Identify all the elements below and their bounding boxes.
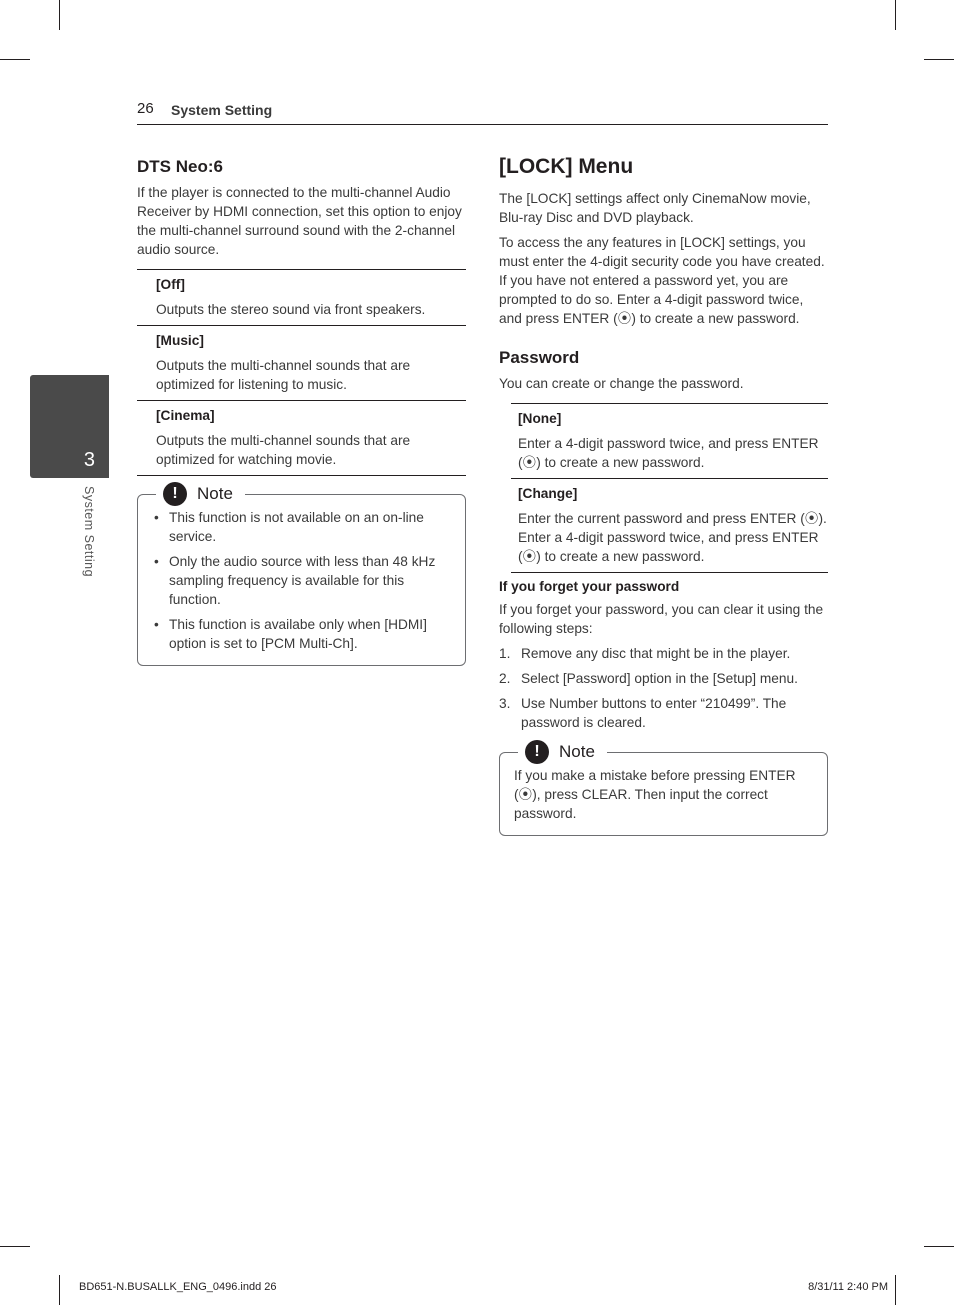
step-number: 1. bbox=[499, 646, 511, 661]
chapter-label: System Setting bbox=[82, 486, 96, 578]
lock-menu-title: [LOCK] Menu bbox=[499, 155, 634, 178]
crop-mark bbox=[59, 0, 60, 30]
lock-access-text: To access the any features in [LOCK] settings, you must enter the 4-digit security code you have created. bbox=[499, 235, 825, 269]
option-desc: Enter the current password and press ENTER (⦿). Enter a 4-digit password twice, and press ENTER (⦿) to create a new password. bbox=[518, 511, 827, 564]
password-title: Password bbox=[499, 348, 580, 367]
dts-intro: If the player is connected to the multi-channel Audio Receiver by HDMI connection, set this option to enjoy the multi-channel surround sound with the 2-channel audio source. bbox=[137, 185, 462, 257]
note-item: • Only the audio source with less than 48 kHz sampling frequency is available for this function. bbox=[152, 552, 451, 609]
dts-note-box bbox=[137, 484, 466, 666]
note-item: • This function is not available on an on-line service. bbox=[152, 508, 451, 546]
password-note-box bbox=[499, 742, 828, 836]
crop-mark bbox=[0, 59, 30, 60]
option-desc: Outputs the stereo sound via front speakers. bbox=[156, 302, 426, 317]
step-item bbox=[499, 644, 828, 663]
option-row bbox=[137, 326, 466, 401]
option-row bbox=[511, 479, 828, 573]
option-row bbox=[137, 270, 466, 326]
note-header bbox=[518, 740, 607, 764]
dts-options-table bbox=[137, 269, 466, 476]
step-item bbox=[499, 669, 828, 688]
lock-intro: The [LOCK] settings affect only CinemaNow movie, Blu-ray Disc and DVD playback. bbox=[499, 191, 811, 225]
footer-filename: BD651-N.BUSALLK_ENG_0496.indd 26 bbox=[79, 1281, 277, 1293]
option-desc: Outputs the multi-channel sounds that are optimized for listening to music. bbox=[156, 358, 411, 392]
option-name: [Off] bbox=[156, 277, 185, 292]
chapter-number: 3 bbox=[83, 449, 95, 471]
option-name: [Music] bbox=[156, 333, 204, 348]
option-desc: Enter a 4-digit password twice, and press ENTER (⦿) to create a new password. bbox=[518, 436, 819, 470]
note-list bbox=[152, 508, 451, 653]
password-options-table bbox=[511, 403, 828, 573]
note-text: If you make a mistake before pressing ENTER (⦿), press CLEAR. Then input the correct password. bbox=[514, 768, 796, 821]
option-row bbox=[511, 404, 828, 479]
crop-mark bbox=[895, 1275, 896, 1305]
exclamation-icon: ! bbox=[525, 740, 549, 764]
option-name: [Cinema] bbox=[156, 408, 215, 423]
forget-password-title: If you forget your password bbox=[499, 579, 680, 594]
chapter-tab bbox=[30, 375, 109, 478]
note-title: Note bbox=[197, 484, 233, 503]
lock-prompt-text: If you have not entered a password yet, you are prompted to do so. Enter a 4-digit password twice, and press ENTER (⦿) to create a new password. bbox=[499, 273, 804, 326]
crop-mark bbox=[0, 1246, 30, 1247]
step-number: 2. bbox=[499, 671, 511, 686]
crop-mark bbox=[895, 0, 896, 30]
note-header bbox=[156, 482, 245, 506]
option-name: [Change] bbox=[518, 486, 578, 501]
crop-mark bbox=[924, 1246, 954, 1247]
option-name: [None] bbox=[518, 411, 562, 426]
page-number: 26 bbox=[137, 100, 154, 117]
note-title: Note bbox=[559, 742, 595, 761]
footer-timestamp: 8/31/11 2:40 PM bbox=[808, 1281, 888, 1293]
right-column bbox=[499, 157, 828, 836]
option-desc: Outputs the multi-channel sounds that are optimized for watching movie. bbox=[156, 433, 411, 467]
option-row bbox=[137, 401, 466, 476]
step-text: Select [Password] option in the [Setup] menu. bbox=[521, 671, 798, 686]
dts-title: DTS Neo:6 bbox=[137, 157, 223, 176]
note-item: • This function is availabe only when [HDMI] option is set to [PCM Multi-Ch]. bbox=[152, 615, 451, 653]
password-intro: You can create or change the password. bbox=[499, 376, 744, 391]
steps-list bbox=[499, 644, 828, 732]
left-column bbox=[137, 157, 466, 666]
step-item bbox=[499, 694, 828, 732]
page-header bbox=[137, 100, 828, 125]
header-section-title: System Setting bbox=[171, 102, 273, 118]
forget-password-intro: If you forget your password, you can clear it using the following steps: bbox=[499, 602, 824, 636]
step-number: 3. bbox=[499, 696, 511, 711]
crop-mark bbox=[924, 59, 954, 60]
crop-mark bbox=[59, 1275, 60, 1305]
step-text: Remove any disc that might be in the player. bbox=[521, 646, 791, 661]
exclamation-icon: ! bbox=[163, 482, 187, 506]
step-text: Use Number buttons to enter “210499”. The password is cleared. bbox=[521, 696, 787, 730]
